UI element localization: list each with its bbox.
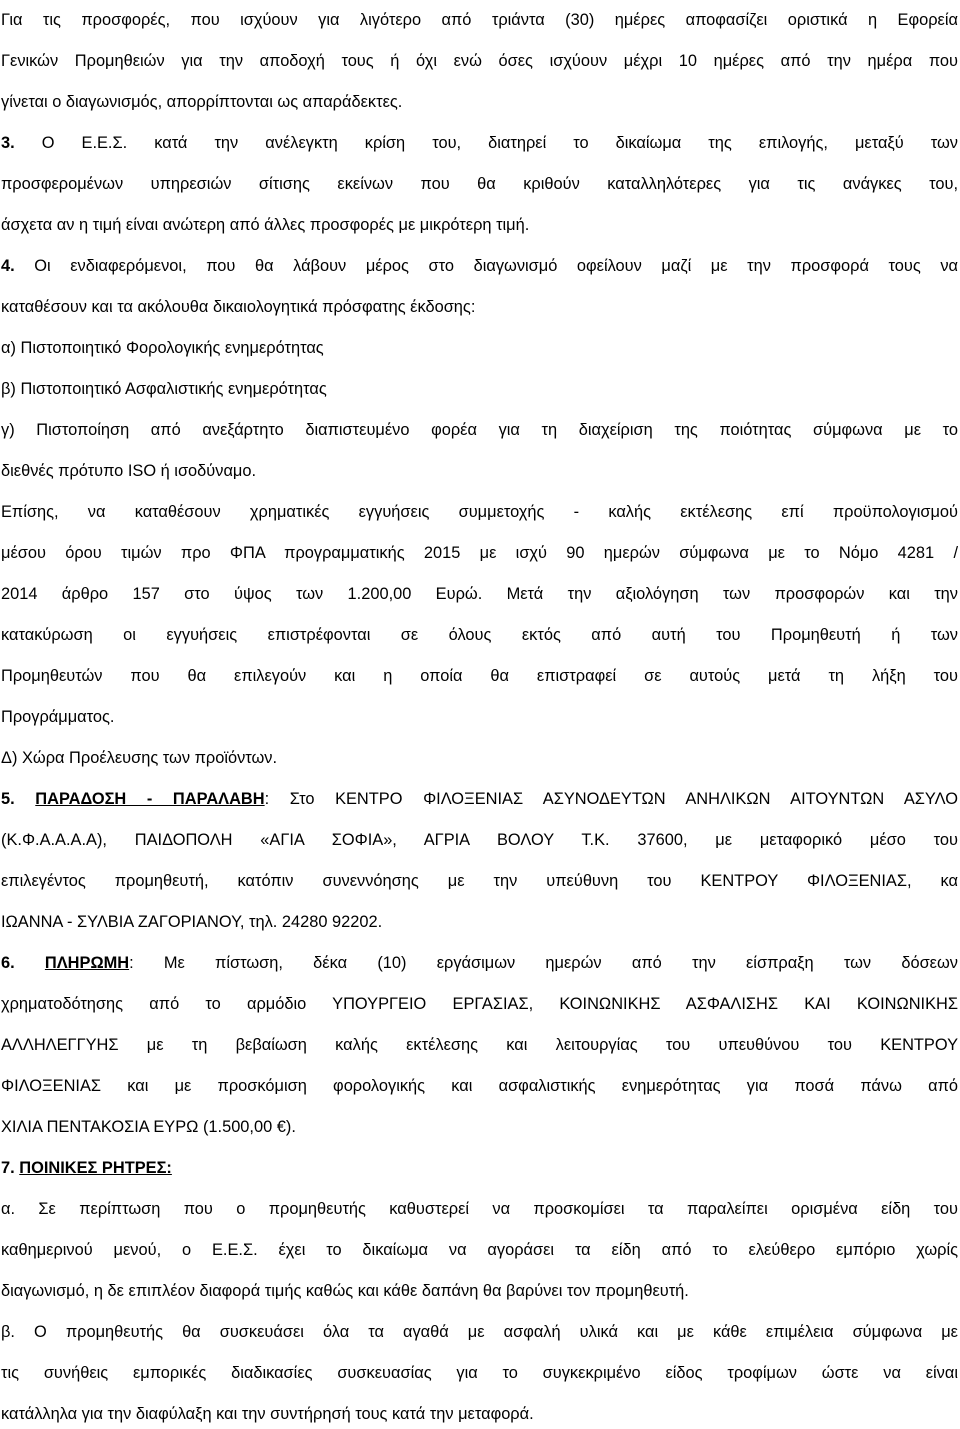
text-line: γίνεται ο διαγωνισμός, απορρίπτονται ως απαράδεκτες.: [1, 93, 403, 111]
text-line: Δ) Χώρα Προέλευσης των προϊόντων.: [1, 749, 278, 767]
text-line: Επίσης, να καταθέσουν χρηματικές εγγυήσεις συμμετοχής - καλής εκτέλεσης επί προϋπολογισμού: [1, 503, 958, 521]
item-3-number: 3.: [1, 134, 15, 152]
text-line: (Κ.Φ.Α.Α.Α.Α), ΠΑΙΔΟΠΟΛΗ «ΑΓΙΑ ΣΟΦΙΑ», ΑΓΡΙΑ ΒΟΛΟΥ Τ.Κ. 37600, με μεταφορικό μέσο του: [1, 831, 958, 849]
text-line: κατακύρωση οι εγγυήσεις επιστρέφονται σε όλους εκτός από αυτή του Προμηθευτή ή των: [1, 626, 958, 644]
list-item: γ) Πιστοποίηση από ανεξάρτητο διαπιστευμένο φορέα για τη διαχείριση της ποιότητας σύμφωνα με το: [1, 421, 958, 439]
text-line: ΧΙΛΙΑ ΠΕΝΤΑΚΟΣΙΑ ΕΥΡΩ (1.500,00 €).: [1, 1118, 296, 1136]
text-line: Για τις προσφορές, που ισχύουν για λιγότερο από τριάντα (30) ημέρες αποφασίζει οριστικά η Εφορεία: [1, 11, 958, 29]
text-line: ΦΙΛΟΞΕΝΙΑΣ και με προσκόμιση φορολογικής και ασφαλιστικής ενημερότητας για ποσά πάνω από: [1, 1077, 958, 1095]
item-4-number: 4.: [1, 257, 15, 275]
text-line: καθημερινού μενού, ο Ε.Ε.Σ. έχει το δικαίωμα να αγοράσει τα είδη από το ελεύθερο εμπόριο χωρίς: [1, 1241, 958, 1259]
text-line: Προγράμματος.: [1, 708, 115, 726]
text-line: Προμηθευτών που θα επιλεγούν και η οποία θα επιστραφεί σε αυτούς μετά τη λήξη του: [1, 667, 958, 685]
item-5-text: : Στο ΚΕΝΤΡΟ ΦΙΛΟΞΕΝΙΑΣ ΑΣΥΝΟΔΕΥΤΩΝ ΑΝΗΛΙΚΩΝ ΑΙΤΟΥΝΤΩΝ ΑΣΥΛΟ: [264, 790, 958, 808]
list-item: β) Πιστοποιητικό Ασφαλιστικής ενημερότητας: [1, 380, 327, 398]
text-line: προσφερομένων υπηρεσιών σίτισης εκείνων που θα κριθούν καταλληλότερες για τις ανάγκες του,: [1, 175, 958, 193]
item-4-line: [1, 246, 958, 287]
item-3-subject: Ο Ε.Ε.Σ.: [41, 134, 128, 152]
text-line: διεθνές πρότυπο ISO ή ισοδύναμο.: [1, 462, 257, 480]
item-7-line: [1, 1148, 958, 1189]
item-3-line: [1, 123, 958, 164]
item-6-title: ΠΛΗΡΩΜΗ: [44, 954, 130, 972]
text-line: άσχετα αν η τιμή είναι ανώτερη από άλλες προσφορές με μικρότερη τιμή.: [1, 216, 530, 234]
item-7-title: ΠΟΙΝΙΚΕΣ ΡΗΤΡΕΣ:: [19, 1159, 172, 1177]
item-3-text: κατά την ανέλεγκτη κρίση του, διατηρεί το δικαίωμα της επιλογής, μεταξύ των: [154, 134, 958, 152]
item-5-title: ΠΑΡΑΔΟΣΗ - ΠΑΡΑΛΑΒΗ: [35, 790, 265, 808]
text-line: ΙΩΑΝΝΑ - ΣΥΛΒΙΑ ΖΑΓΟΡΙΑΝΟΥ, τηλ. 24280 92202.: [1, 913, 383, 931]
text-line: α. Σε περίπτωση που ο προμηθευτής καθυστερεί να προσκομίσει τα παραλείπει ορισμένα είδη του: [1, 1200, 958, 1218]
list-item: α) Πιστοποιητικό Φορολογικής ενημερότητας: [1, 339, 324, 357]
text-line: χρηματοδότησης από το αρμόδιο ΥΠΟΥΡΓΕΙΟ ΕΡΓΑΣΙΑΣ, ΚΟΙΝΩΝΙΚΗΣ ΑΣΦΑΛΙΣΗΣ ΚΑΙ ΚΟΙΝΩΝΙΚΗΣ: [1, 995, 958, 1013]
item-6-line: [1, 943, 958, 984]
text-line: διαγωνισμό, η δε επιπλέον διαφορά τιμής καθώς και κάθε δαπάνη θα βαρύνει τον προμηθευτή.: [1, 1282, 689, 1300]
text-line: μέσου όρου τιμών προ ΦΠΑ προγραμματικής 2015 με ισχύ 90 ημερών σύμφωνα με το Νόμο 4281 /: [1, 544, 958, 562]
item-6-text: : Με πίστωση, δέκα (10) εργάσιμων ημερών από την είσπραξη των δόσεων: [129, 954, 958, 972]
text-line: καταθέσουν και τα ακόλουθα δικαιολογητικά πρόσφατης έκδοσης:: [1, 298, 476, 316]
item-5-number: 5.: [1, 790, 15, 808]
text-line: κατάλληλα για την διαφύλαξη και την συντήρησή τους κατά την μεταφορά.: [1, 1405, 534, 1423]
item-5-line: [1, 779, 958, 820]
text-line: β. Ο προμηθευτής θα συσκευάσει όλα τα αγαθά με ασφαλή υλικά και με κάθε επιμέλεια σύμφωνα με: [1, 1323, 958, 1341]
text-line: 2014 άρθρο 157 στο ύψος των 1.200,00 Ευρώ. Μετά την αξιολόγηση των προσφορών και την: [1, 585, 958, 603]
item-7-number: 7.: [1, 1159, 15, 1177]
text-line: επιλεγέντος προμηθευτή, κατόπιν συνεννόησης με την υπεύθυνη του ΚΕΝΤΡΟΥ ΦΙΛΟΞΕΝΙΑΣ, κα: [1, 872, 958, 890]
text-line: Γενικών Προμηθειών για την αποδοχή τους ή όχι ενώ όσες ισχύουν μέχρι 10 ημέρες από την ημέρα που: [1, 52, 958, 70]
text-line: τις συνήθεις εμπορικές διαδικασίες συσκευασίας για το συγκεκριμένο είδος τροφίμων ώστε να είναι: [1, 1364, 958, 1382]
item-6-number: 6.: [1, 954, 15, 972]
text-line: ΑΛΛΗΛΕΓΓΥΗΣ με τη βεβαίωση καλής εκτέλεσης και λειτουργίας του υπευθύνου του ΚΕΝΤΡΟΥ: [1, 1036, 958, 1054]
item-4-text: Οι ενδιαφερόμενοι, που θα λάβουν μέρος στο διαγωνισμό οφείλουν μαζί με την προσφορά τους να: [34, 257, 958, 275]
